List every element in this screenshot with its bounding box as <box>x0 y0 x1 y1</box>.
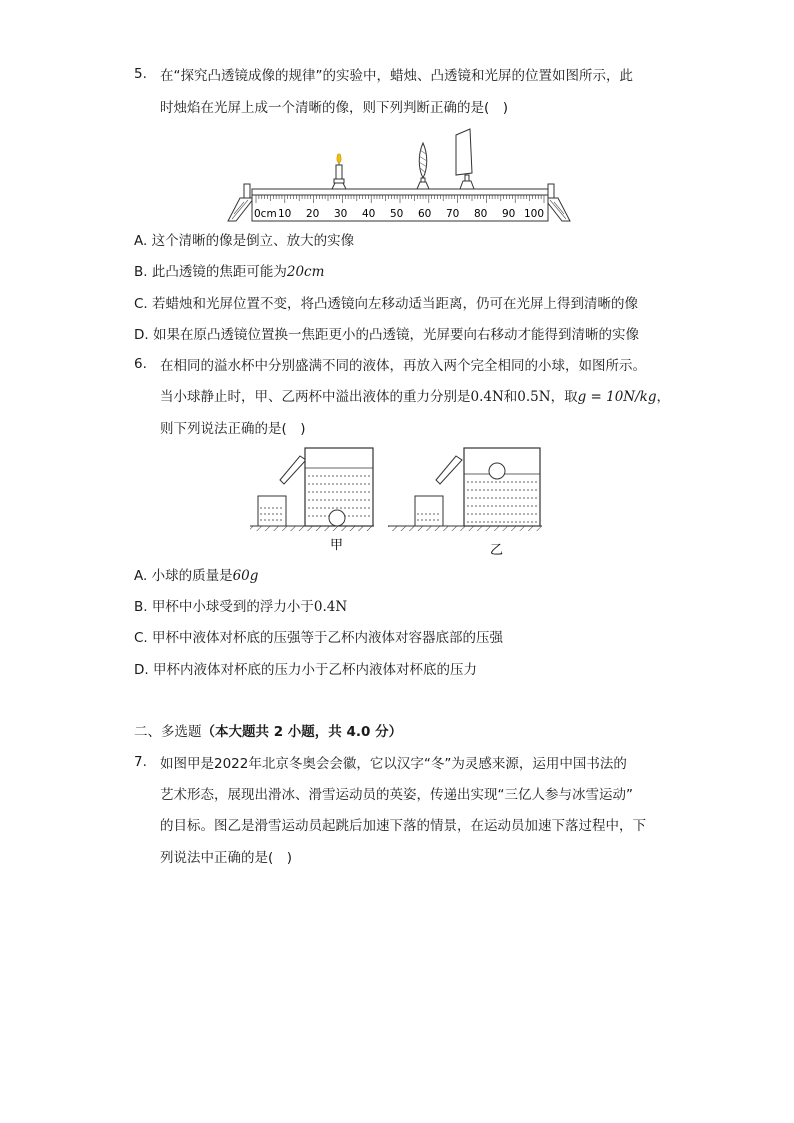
optical-bench-rail <box>252 189 548 195</box>
option-letter: A. <box>134 233 148 249</box>
ruler-label-10: 10 <box>278 208 292 220</box>
figure-label-jia: 甲 <box>330 538 344 553</box>
option-text: 甲杯中小球受到的浮力小于 <box>151 599 314 615</box>
option-letter: D. <box>134 327 149 343</box>
question-7-stem-line-1: 如图甲是2022年北京冬奥会会徽，它以汉字“冬”为灵感来源，运用中国书法的 <box>160 756 627 772</box>
question-6-stem-line-2 <box>160 387 670 407</box>
question-6-stem-line-3: 则下列说法正确的是( ) <box>160 421 306 437</box>
question-7-stem-line-4: 列说法中正确的是( ) <box>160 850 293 866</box>
option-letter: B. <box>134 264 148 280</box>
question-6-option-b[interactable] <box>134 597 347 617</box>
question-5-option-d[interactable] <box>134 325 639 345</box>
option-text: 这个清晰的像是倒立、放大的实像 <box>151 233 355 249</box>
option-math: 20cm <box>286 264 325 280</box>
question-5-option-a[interactable] <box>134 231 354 251</box>
ball-floating <box>489 463 505 479</box>
option-letter: A. <box>134 568 148 584</box>
question-5-option-c[interactable] <box>134 294 638 314</box>
section-title: 二、多选题 <box>134 724 202 740</box>
small-beaker <box>258 496 286 526</box>
option-math: 0.4N <box>313 599 348 615</box>
ruler-label-40: 40 <box>362 208 376 220</box>
option-text: 若蜡烛和光屏位置不变，将凸透镜向左移动适当距离，仍可在光屏上得到清晰的像 <box>152 296 639 312</box>
cup-setup-yi <box>388 448 542 558</box>
ruler-label-80: 80 <box>474 208 488 220</box>
option-text: 如果在原凸透镜位置换一焦距更小的凸透镜，光屏要向右移动才能得到清晰的实像 <box>152 327 639 343</box>
ruler-label-20: 20 <box>306 208 320 220</box>
section-meta: （本大题共 2 小题，共 4.0 分） <box>201 724 403 740</box>
section-heading-multiple-choice <box>134 722 402 742</box>
option-math: 60g <box>232 568 259 584</box>
question-5-option-b[interactable] <box>134 262 324 282</box>
stem-math: g = 10N/kg <box>577 389 657 405</box>
stem-text: ，取 <box>550 389 578 405</box>
question-5-stem-line-1: 在“探究凸透镜成像的规律”的实验中，蜡烛、凸透镜和光屏的位置如图所示，此 <box>160 68 633 84</box>
question-6-option-c[interactable] <box>134 628 503 648</box>
option-letter: D. <box>134 662 149 678</box>
ruler-label-70: 70 <box>446 208 460 220</box>
option-text: 甲杯内液体对杯底的压力小于乙杯内液体对杯底的压力 <box>152 662 477 678</box>
stem-text: 和 <box>503 389 518 405</box>
ruler-label-0: 0cm <box>254 208 277 220</box>
option-text: 此凸透镜的焦距可能为 <box>151 264 287 280</box>
option-letter: C. <box>134 630 148 646</box>
convex-lens-icon <box>417 143 429 189</box>
option-text: 甲杯中液体对杯底的压强等于乙杯内液体对容器底部的压强 <box>152 630 504 646</box>
question-7-stem-line-3: 的目标。图乙是滑雪运动员起跳后加速下落的情景，在运动员加速下落过程中，下 <box>160 818 646 834</box>
question-5-stem-line-2: 时烛焰在光屏上成一个清晰的像，则下列判断正确的是( ) <box>160 100 509 116</box>
question-6-option-d[interactable] <box>134 660 477 680</box>
question-6-option-a[interactable] <box>134 566 258 586</box>
ruler-label-90: 90 <box>502 208 516 220</box>
ball-sunk <box>329 510 345 526</box>
question-5-number: 5. <box>134 66 147 82</box>
light-screen-icon <box>456 129 474 189</box>
stem-text: 当小球静止时，甲、乙两杯中溢出液体的重力分别是 <box>160 389 471 405</box>
stem-math: 0.4N <box>470 389 504 405</box>
overflow-cups-figure <box>250 444 550 560</box>
figure-label-yi: 乙 <box>490 543 504 558</box>
candle-icon <box>332 154 346 189</box>
ruler-label-100: 100 <box>524 208 545 220</box>
option-letter: B. <box>134 599 148 615</box>
small-beaker <box>415 496 443 526</box>
stem-text: ， <box>656 389 670 405</box>
cup-setup-jia <box>250 448 374 553</box>
question-7-stem-line-2: 艺术形态，展现出滑冰、滑雪运动员的英姿，传递出实现“三亿人参与冰雪运动” <box>160 787 633 803</box>
bench-left-support <box>228 184 254 221</box>
ruler-label-30: 30 <box>334 208 348 220</box>
stem-math: 0.5N <box>517 389 551 405</box>
option-letter: C. <box>134 296 148 312</box>
ruler-label-60: 60 <box>418 208 432 220</box>
question-6-stem-line-1: 在相同的溢水杯中分别盛满不同的液体，再放入两个完全相同的小球，如图所示。 <box>160 358 646 374</box>
option-text: 小球的质量是 <box>151 568 233 584</box>
question-6-number: 6. <box>134 356 147 372</box>
ruler-label-50: 50 <box>390 208 404 220</box>
question-7-number: 7. <box>134 754 147 770</box>
optical-bench-figure <box>226 126 572 226</box>
